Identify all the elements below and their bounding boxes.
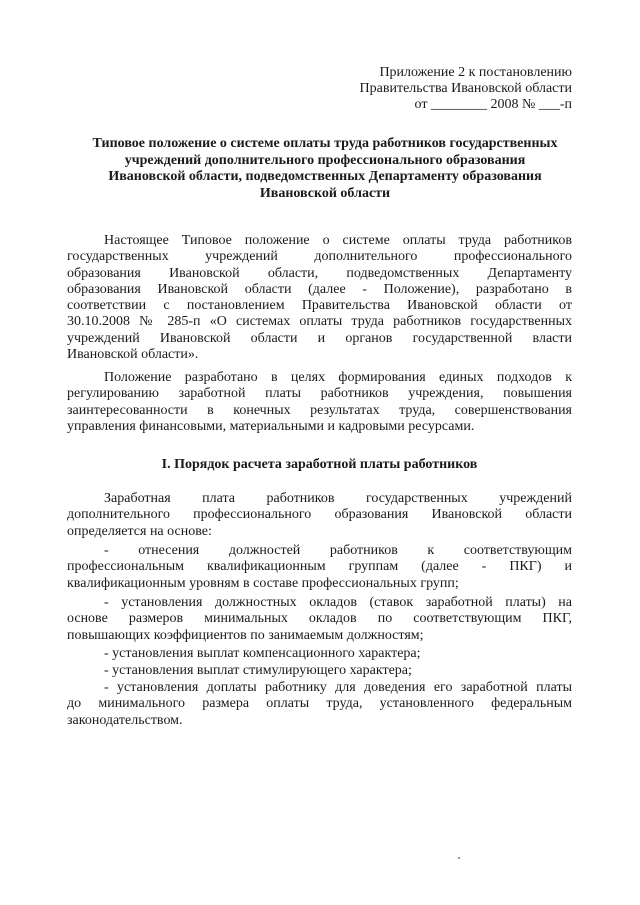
document-title xyxy=(70,136,580,202)
appendix-line: Правительства Ивановской области xyxy=(359,81,572,96)
scan-speck xyxy=(458,857,460,859)
text-line: основе размеров минимальных окладов по соответствующим ПКГ, xyxy=(67,611,572,627)
text-line: государственных учреждений дополнительного профессионального xyxy=(67,249,572,265)
title-line: Типовое положение о системе оплаты труда работников государственных xyxy=(92,136,558,151)
intro-paragraph-2 xyxy=(67,370,572,435)
text-line: управления финансовыми, материальными и кадровыми ресурсами. xyxy=(67,418,475,434)
text-line: образования Ивановской области, подведомственных Департаменту xyxy=(67,265,572,281)
title-line: Ивановской области xyxy=(259,185,391,201)
list-item xyxy=(67,646,572,662)
title-line: учреждений дополнительного профессионального образования xyxy=(124,152,526,168)
list-item xyxy=(67,663,572,679)
text-line: - установления должностных окладов (ставок заработной платы) на xyxy=(104,595,572,610)
section-1-paragraph xyxy=(67,491,572,540)
text-line: Настоящее Типовое положение о системе оплаты труда работников xyxy=(104,233,572,248)
intro-paragraph-1 xyxy=(67,233,572,363)
text-line: до минимального размера оплаты труда, установленного федеральным xyxy=(67,696,572,712)
text-line: Ивановской области». xyxy=(67,347,199,363)
text-line: дополнительного профессионального образования Ивановской области xyxy=(67,507,572,523)
text-line: заинтересованности в конечных результатах труда, совершенствования xyxy=(67,402,572,418)
text-line: законодательством. xyxy=(67,712,183,728)
text-line: повышающих коэффициентов по занимаемым должностям; xyxy=(67,627,424,643)
text-line: - отнесения должностей работников к соответствующим xyxy=(104,543,572,558)
text-line: учреждений Ивановской области и органов государственной власти xyxy=(67,330,572,346)
text-line: образования Ивановской области (далее - Положение), разработано в xyxy=(67,281,572,297)
list-item xyxy=(67,543,572,592)
text-line: - установления доплаты работнику для доведения его заработной платы xyxy=(104,680,572,695)
text-line: Заработная плата работников государственных учреждений xyxy=(104,491,572,506)
text-line: - установления выплат компенсационного характера; xyxy=(104,646,421,661)
text-line: 30.10.2008 № 285-п «О системах оплаты труда работников государственных xyxy=(67,314,572,330)
text-line: профессиональным квалификационным группам (далее - ПКГ) и xyxy=(67,559,572,575)
appendix-header xyxy=(340,65,572,113)
text-line: квалификационным уровням в составе профессиональных групп; xyxy=(67,575,459,591)
appendix-line: Приложение 2 к постановлению xyxy=(379,65,572,80)
appendix-line: от ________ 2008 № ___-п xyxy=(414,97,572,112)
title-line: Ивановской области, подведомственных Департаменту образования xyxy=(108,169,542,184)
text-line: регулированию заработной платы работников учреждения, повышения xyxy=(67,386,572,402)
section-1-heading: I. Порядок расчета заработной платы работников xyxy=(161,457,478,472)
list-item xyxy=(67,595,572,644)
text-line: определяется на основе: xyxy=(67,523,212,539)
text-line: соответствии с постановлением Правительства Ивановской области от xyxy=(67,298,572,314)
text-line: - установления выплат стимулирующего характера; xyxy=(104,663,412,678)
text-line: Положение разработано в целях формирования единых подходов к xyxy=(104,370,572,385)
list-item xyxy=(67,680,572,729)
